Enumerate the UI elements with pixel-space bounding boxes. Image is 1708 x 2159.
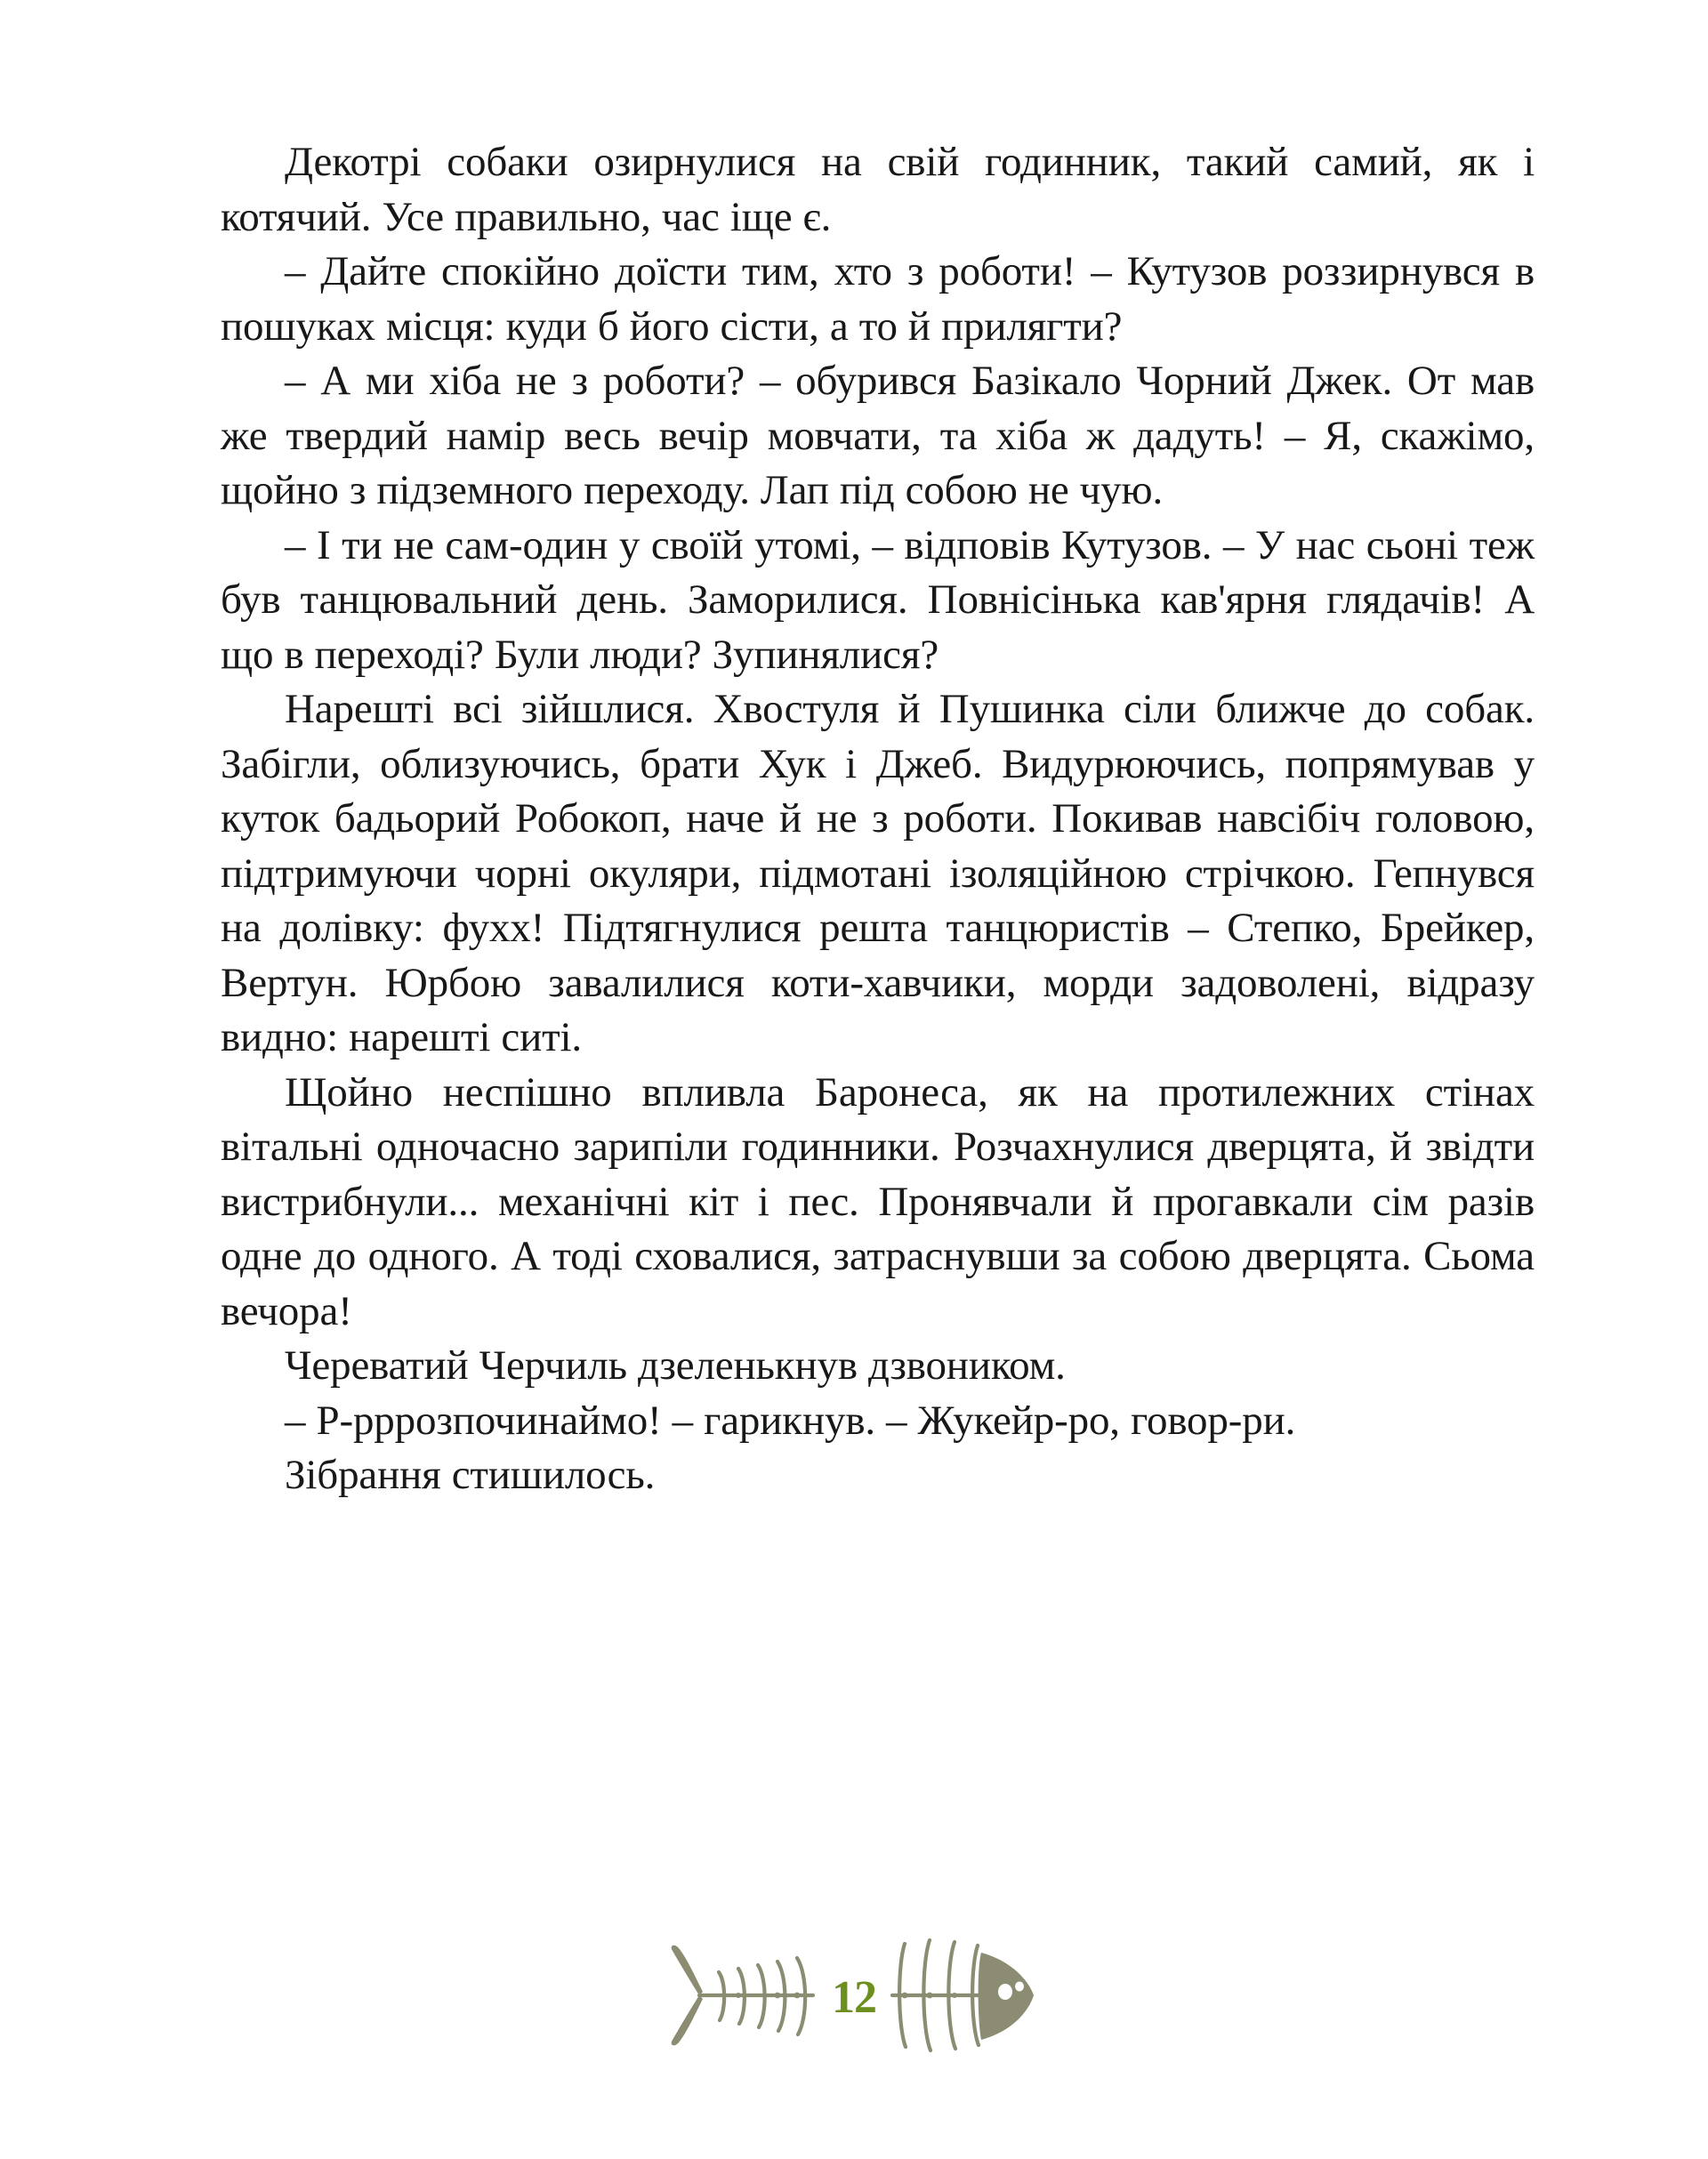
paragraph: – А ми хіба не з роботи? – обурився Базікало Чорний Джек. От мав же твердий намір весь вечір мовчати, та хіба ж дадуть! – Я, скажімо, щойно з підземного переходу. Лап під собою не чую. — [221, 358, 1535, 513]
paragraph: Череватий Черчиль дзеленькнув дзвоником. — [285, 1342, 1066, 1389]
page-number: 12 — [832, 1972, 876, 2023]
paragraph: – І ти не сам-один у своїй утомі, – відповів Кутузов. – У нас сьоні теж був танцювальний день. Заморилися. Повнісінька кав'ярня глядачів! А що в переході? Були люди? Зупинялися? — [221, 521, 1535, 678]
fish-skeleton-head-icon — [889, 1933, 1044, 2058]
body-text-column — [221, 135, 1535, 1503]
paragraph: Декотрі собаки озирнулися на свій годинник, такий самий, як і котячий. Усе правильно, час іще є. — [221, 139, 1535, 240]
paragraph: Зібрання стишилось. — [285, 1452, 656, 1498]
paragraph: Щойно неспішно впливла Баронеса, як на протилежних стінах вітальні одночасно зарипіли годинники. Розчахнулися дверцята, й звідти вистрибнули... механічні кіт і пес. Пронявчали й прогавкали сім разів одне до одного. А тоді сховалися, затраснувши за собою дверцята. Сьома вечора! — [221, 1068, 1535, 1334]
fish-skeleton-tail-icon — [664, 1942, 819, 2049]
paragraph: – Р-рррозпочинаймо! – гарикнув. – Жукейр-ро, говор-ри. — [285, 1397, 1296, 1444]
page-footer-ornament — [0, 1929, 1708, 2062]
paragraph: Нарешті всі зійшлися. Хвостуля й Пушинка сіли ближче до собак. Забігли, облизуючись, брати Хук і Джеб. Видурюючись, попрямував у куток бадьорий Робокоп, наче й не з роботи. Покивав навсібіч головою, підтримуючи чорні окуляри, підмотані ізоляційною стрічкою. Гепнувся на долівку: фухх! Підтягнулися решта танцюристів – Степко, Брейкер, Вертун. Юрбою завалилися коти-хавчики, морди задоволені, відразу видно: нарешті ситі. — [221, 686, 1535, 1060]
paragraph: – Дайте спокійно доїсти тим, хто з роботи! – Кутузов роззирнувся в пошуках місця: куди б його сісти, а то й прилягти? — [221, 248, 1535, 350]
